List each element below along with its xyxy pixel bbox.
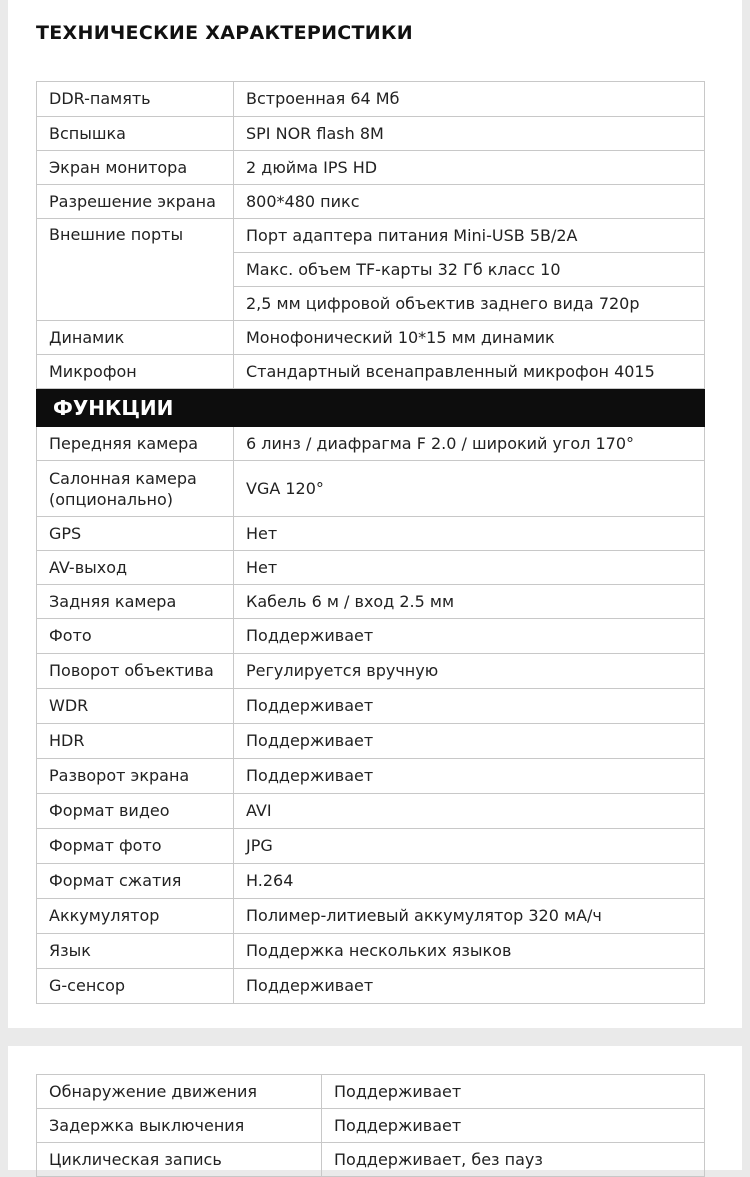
table-row — [37, 355, 705, 389]
spec-label: DDR-память — [37, 82, 234, 117]
function-label: Формат видео — [37, 794, 234, 829]
function-label: Формат фото — [37, 829, 234, 864]
spec-label: Вспышка — [37, 117, 234, 151]
table-row — [37, 321, 705, 355]
spec-value: 2,5 мм цифровой объектив заднего вида 720р — [234, 287, 705, 321]
spec-table-continued — [36, 1074, 705, 1177]
function-label: Обнаружение движения — [37, 1075, 322, 1109]
function-value: Регулируется вручную — [234, 654, 705, 689]
spec-value: SPI NOR flash 8M — [234, 117, 705, 151]
function-label: Фото — [37, 619, 234, 654]
table-row — [37, 619, 705, 654]
function-label: WDR — [37, 689, 234, 724]
function-label: Аккумулятор — [37, 899, 234, 934]
function-value: JPG — [234, 829, 705, 864]
function-label: Формат сжатия — [37, 864, 234, 899]
function-value: Поддержка нескольких языков — [234, 934, 705, 969]
table-row — [37, 219, 705, 253]
function-label: GPS — [37, 517, 234, 551]
table-row — [37, 427, 705, 461]
function-value: Поддерживает — [322, 1109, 705, 1143]
function-label: Передняя камера — [37, 427, 234, 461]
table-row — [37, 461, 705, 517]
table-row — [37, 151, 705, 185]
function-label: HDR — [37, 724, 234, 759]
function-value: Нет — [234, 551, 705, 585]
spec-label: Динамик — [37, 321, 234, 355]
spec-label: Разрешение экрана — [37, 185, 234, 219]
function-value: Поддерживает — [234, 724, 705, 759]
table-row — [37, 759, 705, 794]
function-value: 6 линз / диафрагма F 2.0 / широкий угол 170° — [234, 427, 705, 461]
function-label: Задняя камера — [37, 585, 234, 619]
function-label: Поворот объектива — [37, 654, 234, 689]
spec-table — [36, 81, 705, 1004]
function-label: G-сенсор — [37, 969, 234, 1004]
spec-value: Монофонический 10*15 мм динамик — [234, 321, 705, 355]
function-value: Поддерживает — [234, 689, 705, 724]
function-value: Поддерживает — [234, 619, 705, 654]
table-row — [37, 551, 705, 585]
table-row — [37, 1075, 705, 1109]
table-row — [37, 724, 705, 759]
spec-label: Микрофон — [37, 355, 234, 389]
function-value: AVI — [234, 794, 705, 829]
spec-value: Стандартный всенаправленный микрофон 4015 — [234, 355, 705, 389]
spec-value: Макс. объем TF-карты 32 Гб класс 10 — [234, 253, 705, 287]
spec-label: Экран монитора — [37, 151, 234, 185]
function-label: Задержка выключения — [37, 1109, 322, 1143]
table-row — [37, 654, 705, 689]
spec-value: 800*480 пикс — [234, 185, 705, 219]
table-row — [37, 517, 705, 551]
function-value: Поддерживает, без пауз — [322, 1143, 705, 1177]
table-row — [37, 585, 705, 619]
function-label: AV-выход — [37, 551, 234, 585]
function-value: Полимер-литиевый аккумулятор 320 мА/ч — [234, 899, 705, 934]
function-value: H.264 — [234, 864, 705, 899]
section-header-row — [37, 389, 705, 427]
page-title: ТЕХНИЧЕСКИЕ ХАРАКТЕРИСТИКИ — [36, 22, 414, 44]
function-value: Поддерживает — [234, 969, 705, 1004]
table-row — [37, 1143, 705, 1177]
table-row — [37, 185, 705, 219]
spec-value: Порт адаптера питания Mini-USB 5В/2А — [234, 219, 705, 253]
table-row — [37, 864, 705, 899]
table-row — [37, 1109, 705, 1143]
table-row — [37, 117, 705, 151]
spec-value: Встроенная 64 Мб — [234, 82, 705, 117]
function-value: Поддерживает — [234, 759, 705, 794]
table-row — [37, 794, 705, 829]
function-label: Салонная камера (опционально) — [37, 461, 234, 517]
table-row — [37, 689, 705, 724]
function-value: Кабель 6 м / вход 2.5 мм — [234, 585, 705, 619]
function-value: Нет — [234, 517, 705, 551]
spec-label: Внешние порты — [37, 219, 234, 321]
table-row — [37, 899, 705, 934]
section-title: ФУНКЦИИ — [37, 389, 705, 427]
table-row — [37, 829, 705, 864]
function-value: Поддерживает — [322, 1075, 705, 1109]
table-row — [37, 82, 705, 117]
spec-value: 2 дюйма IPS HD — [234, 151, 705, 185]
function-label: Разворот экрана — [37, 759, 234, 794]
table-row — [37, 934, 705, 969]
table-row — [37, 969, 705, 1004]
function-label: Циклическая запись — [37, 1143, 322, 1177]
function-label: Язык — [37, 934, 234, 969]
function-value: VGA 120° — [234, 461, 705, 517]
